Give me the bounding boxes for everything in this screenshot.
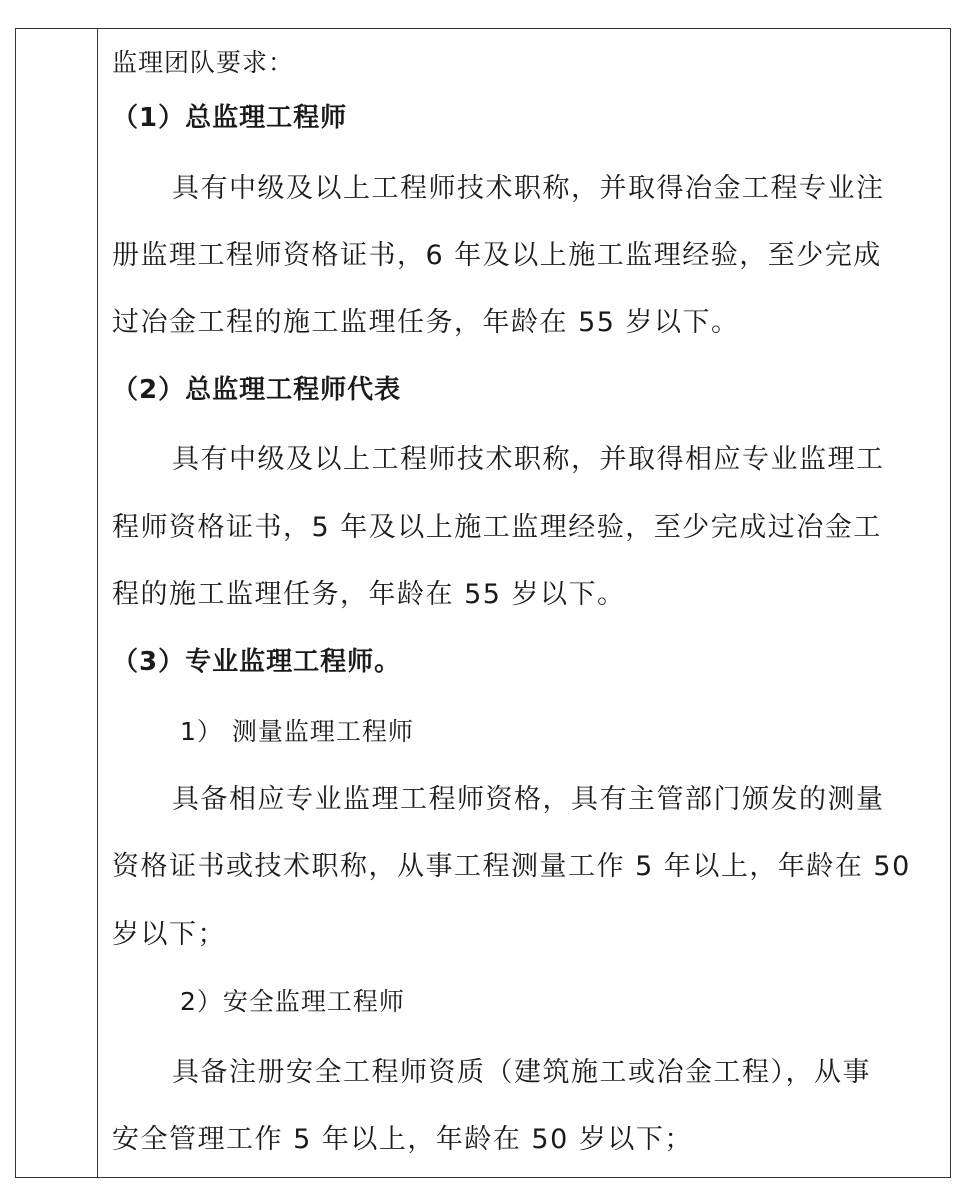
paragraph-line: 程的施工监理任务，年龄在 55 岁以下。 (112, 579, 626, 610)
subsection-heading-safety-engineer: 2）安全监理工程师 (180, 987, 405, 1016)
paragraph-line: 具备相应专业监理工程师资格，具有主管部门颁发的测量 (172, 784, 885, 815)
paragraph-line: 安全管理工作 5 年以上，年龄在 50 岁以下； (112, 1124, 693, 1155)
subsection-heading-survey-engineer: 1） 测量监理工程师 (180, 717, 414, 746)
paragraph-line: 册监理工程师资格证书，6 年及以上施工监理经验，至少完成 (112, 240, 882, 271)
paragraph-line: 具备注册安全工程师资质（建筑施工或冶金工程），从事 (172, 1057, 871, 1088)
requirements-table (15, 28, 951, 1178)
section-heading-chief-engineer: （1）总监理工程师 (112, 103, 348, 133)
paragraph-line: 具有中级及以上工程师技术职称，并取得相应专业监理工 (172, 444, 885, 475)
document-title: 监理团队要求： (112, 48, 295, 77)
table-label-cell (16, 29, 98, 1177)
paragraph-line: 程师资格证书，5 年及以上施工监理经验，至少完成过冶金工 (112, 512, 882, 543)
paragraph-line: 资格证书或技术职称，从事工程测量工作 5 年以上，年龄在 50 (112, 851, 911, 882)
paragraph-line: 过冶金工程的施工监理任务，年龄在 55 岁以下。 (112, 307, 740, 338)
table-content-cell (98, 29, 950, 1177)
paragraph-line: 具有中级及以上工程师技术职称，并取得冶金工程专业注 (172, 173, 885, 204)
paragraph-line: 岁以下； (112, 919, 226, 950)
section-heading-specialist-engineer: （3）专业监理工程师。 (112, 647, 402, 677)
section-heading-chief-engineer-representative: （2）总监理工程师代表 (112, 375, 402, 405)
